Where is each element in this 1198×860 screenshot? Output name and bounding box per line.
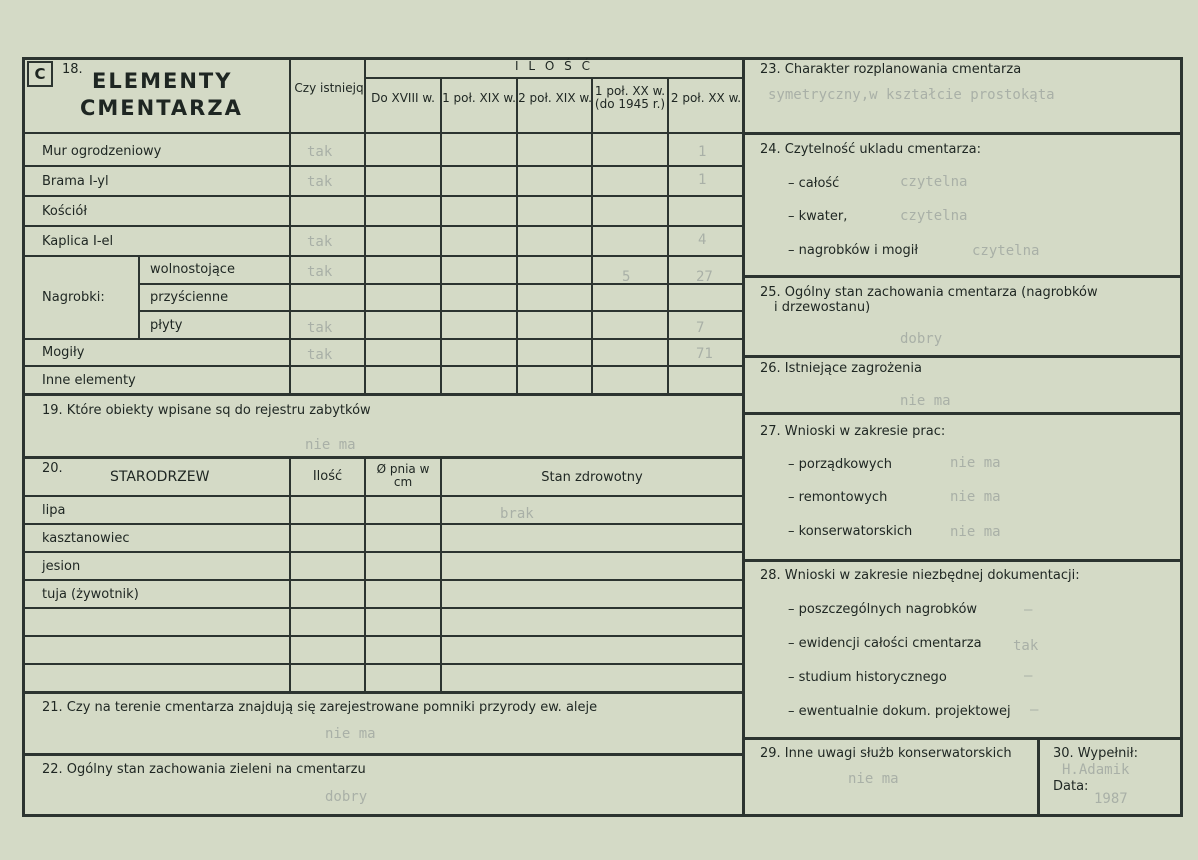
frame-right bbox=[1180, 57, 1183, 817]
value-wolnostojace-czy: tak bbox=[307, 264, 333, 280]
value-plyty-2polxx: 7 bbox=[696, 320, 705, 336]
section27-value-konserwatorskich: nie ma bbox=[950, 524, 1001, 540]
frame-center-divider bbox=[742, 57, 745, 817]
section18-number: 18. bbox=[62, 62, 83, 77]
period-2-pol-xx: 2 poł. XX w. bbox=[670, 91, 742, 105]
section28-value-projektowej: – bbox=[1030, 702, 1039, 718]
col-fi-pnia: Ø pnia w cm bbox=[376, 462, 430, 489]
tree-jesion: jesion bbox=[42, 559, 81, 574]
section25-value: dobry bbox=[900, 331, 943, 347]
section28-item-nagrobkow: – poszczególnych nagrobków bbox=[788, 602, 978, 617]
grid-line bbox=[364, 456, 366, 692]
section22-value: dobry bbox=[325, 789, 368, 805]
frame-left bbox=[22, 57, 25, 817]
section27-value-remontowych: nie ma bbox=[950, 489, 1001, 505]
section28-value-ewidencji: tak bbox=[1013, 638, 1039, 654]
section24-value-nagrobkow: czytelna bbox=[972, 243, 1040, 259]
value-mur-2polxx: 1 bbox=[698, 144, 707, 160]
value-mogily-czy: tak bbox=[307, 347, 333, 363]
section28-item-studium: – studium historycznego bbox=[788, 670, 947, 685]
grid-line bbox=[22, 753, 742, 756]
section28-item-ewidencji: – ewidencji całości cmentarza bbox=[788, 636, 982, 651]
col-czy-istnieja: Czy istniejq bbox=[294, 81, 364, 95]
grid-line bbox=[440, 456, 442, 692]
section28-value-studium: – bbox=[1024, 668, 1033, 684]
section27-item-konserwatorskich: – konserwatorskich bbox=[788, 524, 913, 539]
grid-line bbox=[22, 523, 742, 525]
row-label-mur: Mur ogrodzeniowy bbox=[42, 144, 162, 159]
grid-line bbox=[22, 255, 742, 257]
section24-item-calosc: – całość bbox=[788, 176, 840, 191]
grid-line bbox=[440, 78, 442, 393]
section26-value: nie ma bbox=[900, 393, 951, 409]
section24-value-kwater: czytelna bbox=[900, 208, 968, 224]
row-label-plyty: płyty bbox=[150, 318, 183, 333]
grid-line bbox=[744, 355, 1182, 358]
grid-line bbox=[22, 338, 742, 340]
section21-value: nie ma bbox=[325, 726, 376, 742]
value-kaplica-czy: tak bbox=[307, 234, 333, 250]
grid-line bbox=[138, 283, 742, 285]
grid-line bbox=[289, 456, 291, 692]
grid-line bbox=[22, 195, 742, 197]
section27-label: 27. Wnioski w zakresie prac: bbox=[760, 424, 946, 439]
section30-label: 30. Wypełnił: bbox=[1053, 746, 1138, 761]
grid-line bbox=[22, 225, 742, 227]
stan-value: brak bbox=[500, 506, 534, 522]
grid-line bbox=[1037, 737, 1040, 817]
grid-line bbox=[22, 456, 742, 459]
row-label-brama: Brama I-yl bbox=[42, 174, 109, 189]
col-stan-zdrowotny: Stan zdrowotny bbox=[541, 470, 643, 485]
period-do-xviii: Do XVIII w. bbox=[371, 91, 435, 105]
grid-line bbox=[22, 579, 742, 581]
section30-date-label: Data: bbox=[1053, 779, 1089, 794]
section23-label: 23. Charakter rozplanowania cmentarza bbox=[760, 62, 1022, 77]
row-label-przyscienne: przyścienne bbox=[150, 290, 229, 305]
section20-number: 20. bbox=[42, 461, 63, 476]
grid-line bbox=[22, 551, 742, 553]
grid-line bbox=[22, 607, 742, 609]
value-brama-2polxx: 1 bbox=[698, 172, 707, 188]
grid-line bbox=[744, 275, 1182, 278]
section24-item-kwater: – kwater, bbox=[788, 209, 848, 224]
frame-bottom-left bbox=[22, 814, 744, 817]
period-1-pol-xx: 1 poł. XX w. (do 1945 r.) bbox=[594, 84, 666, 111]
grid-line bbox=[667, 78, 669, 393]
section30-date: 1987 bbox=[1094, 791, 1128, 807]
section28-value-nagrobkow: – bbox=[1024, 602, 1033, 618]
grid-line bbox=[744, 412, 1182, 415]
grid-line bbox=[138, 310, 742, 312]
section27-item-remontowych: – remontowych bbox=[788, 490, 888, 505]
section19-value: nie ma bbox=[305, 437, 356, 453]
grid-line bbox=[22, 495, 742, 497]
section25-label-line1: 25. Ogólny stan zachowania cmentarza (nagrobków bbox=[760, 285, 1098, 300]
section22-label: 22. Ogólny stan zachowania zieleni na cmentarzu bbox=[42, 762, 366, 777]
grid-line bbox=[22, 132, 742, 134]
period-1-pol-xix: 1 poł. XIX w. bbox=[442, 91, 516, 105]
grid-line bbox=[516, 78, 518, 393]
section18-title-line1: ELEMENTY bbox=[92, 69, 233, 93]
value-mur-czy: tak bbox=[307, 144, 333, 160]
grid-line bbox=[22, 393, 742, 396]
section24-label: 24. Czytelność ukladu cmentarza: bbox=[760, 142, 981, 157]
grid-line bbox=[744, 559, 1182, 562]
section18-title-line2: CMENTARZA bbox=[80, 96, 243, 120]
section21-label: 21. Czy na terenie cmentarza znajdują się zarejestrowane pomniki przyrody ew. aleje bbox=[42, 700, 598, 715]
grid-line bbox=[22, 165, 742, 167]
grid-line bbox=[744, 737, 1182, 740]
value-plyty-czy: tak bbox=[307, 320, 333, 336]
row-label-inne: Inne elementy bbox=[42, 373, 136, 388]
grid-line bbox=[138, 255, 140, 338]
tree-kasztanowiec: kasztanowiec bbox=[42, 531, 130, 546]
section19-label: 19. Które obiekty wpisane sq do rejestru zabytków bbox=[42, 403, 371, 418]
grid-line bbox=[22, 691, 742, 694]
section-badge: C bbox=[27, 61, 53, 87]
grid-line bbox=[22, 635, 742, 637]
grid-line bbox=[22, 663, 742, 665]
section28-label: 28. Wnioski w zakresie niezbędnej dokumentacji: bbox=[760, 568, 1080, 583]
section26-label: 26. Istniejące zagrożenia bbox=[760, 361, 922, 376]
section25-label-line2: i drzewostanu) bbox=[774, 300, 871, 315]
value-wolnostojace-1polxx: 5 bbox=[622, 269, 631, 285]
section24-value-calosc: czytelna bbox=[900, 174, 968, 190]
frame-bottom-right bbox=[744, 814, 1182, 817]
section30-name: H.Adamik bbox=[1062, 762, 1130, 778]
tree-lipa: lipa bbox=[42, 503, 66, 518]
section29-value: nie ma bbox=[848, 771, 899, 787]
row-label-mogily: Mogiły bbox=[42, 345, 85, 360]
section28-item-projektowej: – ewentualnie dokum. projektowej bbox=[788, 704, 1011, 719]
tree-tuja: tuja (żywotnik) bbox=[42, 587, 139, 602]
row-label-kaplica: Kaplica I-el bbox=[42, 234, 114, 249]
section29-label: 29. Inne uwagi służb konserwatorskich bbox=[760, 746, 1012, 761]
row-label-kosciol: Kościół bbox=[42, 204, 88, 219]
row-label-nagrobki: Nagrobki: bbox=[42, 290, 105, 305]
grid-line bbox=[364, 77, 742, 79]
section27-item-porzadkowych: – porządkowych bbox=[788, 457, 892, 472]
period-2-pol-xix: 2 poł. XIX w. bbox=[518, 91, 592, 105]
grid-line bbox=[22, 365, 742, 367]
section20-title: STARODRZEW bbox=[110, 469, 210, 485]
section24-item-nagrobkow: – nagrobków i mogił bbox=[788, 243, 919, 258]
col-ilosc: Ilość bbox=[312, 469, 343, 484]
value-kaplica-2polxx: 4 bbox=[698, 232, 707, 248]
value-wolnostojace-2polxx: 27 bbox=[696, 269, 713, 285]
value-mogily-2polxx: 71 bbox=[696, 346, 713, 362]
row-label-wolnostojace: wolnostojące bbox=[150, 262, 235, 277]
value-brama-czy: tak bbox=[307, 174, 333, 190]
grid-line bbox=[744, 132, 1182, 135]
grid-line bbox=[591, 78, 593, 393]
ilosc-header: I L O Ś Ć bbox=[515, 59, 593, 73]
section23-value: symetryczny,w kształcie prostokąta bbox=[768, 87, 1055, 103]
section27-value-porzadkowych: nie ma bbox=[950, 455, 1001, 471]
